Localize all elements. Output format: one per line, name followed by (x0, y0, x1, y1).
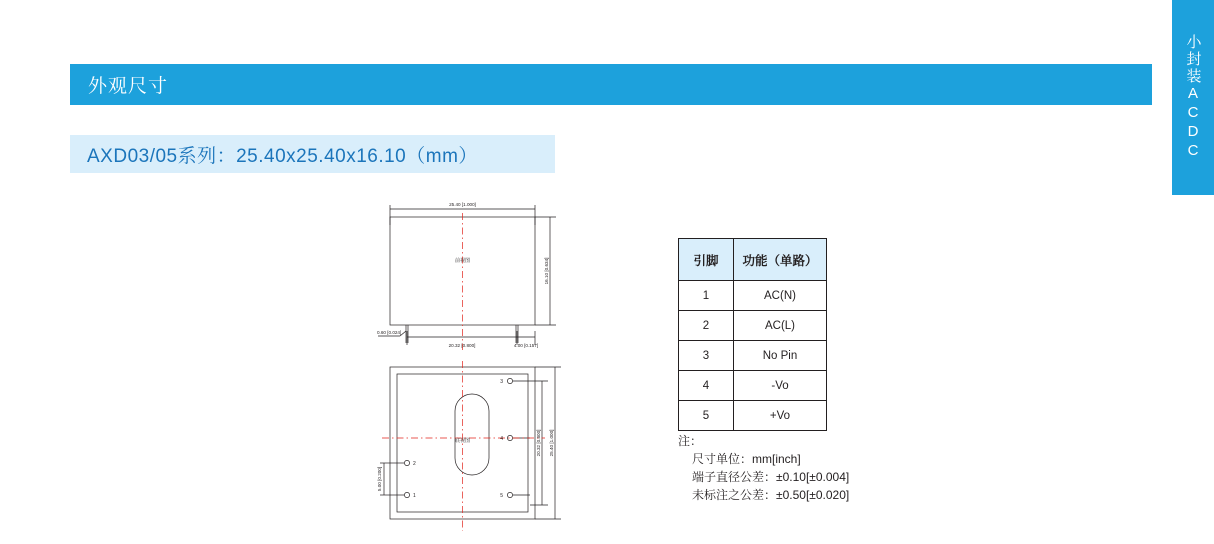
table-row (679, 401, 827, 431)
svg-text:25.40 [1.000]: 25.40 [1.000] (449, 202, 476, 207)
side-tab (1172, 0, 1214, 195)
svg-text:前视图: 前视图 (454, 258, 471, 264)
table-row (679, 311, 827, 341)
svg-text:2: 2 (413, 461, 416, 467)
svg-text:25.40 [1.000]: 25.40 [1.000] (549, 429, 554, 457)
table-row (679, 281, 827, 311)
table-row (679, 371, 827, 401)
svg-text:3: 3 (500, 379, 503, 385)
header-pin: 引脚 (679, 239, 734, 281)
svg-text:20.32 [0.800]: 20.32 [0.800] (536, 429, 541, 457)
cell-pin: 2 (679, 311, 734, 341)
section-header (70, 64, 1152, 105)
svg-text:20.32 [0.800]: 20.32 [0.800] (448, 343, 476, 348)
sub-section-title: AXD03/05系列：25.40x25.40x16.10（mm） (87, 145, 478, 167)
table-header-row (679, 239, 827, 281)
notes-line-3: 未标注之公差：±0.50[±0.020] (692, 488, 850, 502)
svg-text:4: 4 (500, 436, 503, 442)
notes-line-2: 端子直径公差：±0.10[±0.004] (692, 470, 850, 484)
cell-pin: 4 (679, 371, 734, 401)
cell-function: +Vo (734, 401, 827, 431)
notes-line-1: 尺寸单位：mm[inch] (692, 452, 801, 466)
cell-function: No Pin (734, 341, 827, 371)
svg-text:5: 5 (500, 493, 503, 499)
cell-pin: 3 (679, 341, 734, 371)
pin-function-table (678, 238, 827, 431)
svg-text:1: 1 (413, 493, 416, 499)
svg-text:5.00 [0.200]: 5.00 [0.200] (377, 466, 382, 492)
cell-pin: 5 (679, 401, 734, 431)
mechanical-drawing (370, 195, 580, 535)
cell-function: -Vo (734, 371, 827, 401)
notes-title: 注： (678, 434, 703, 448)
svg-text:0.60 [0.024]: 0.60 [0.024] (377, 330, 402, 335)
svg-text:4.00 [0.157]: 4.00 [0.157] (513, 343, 539, 348)
cell-function: AC(N) (734, 281, 827, 311)
svg-text:底视图: 底视图 (454, 438, 471, 444)
side-tab-label: 小封装ACDC (1184, 34, 1202, 161)
cell-function: AC(L) (734, 311, 827, 341)
header-function: 功能（单路） (734, 239, 827, 281)
section-title: 外观尺寸 (88, 76, 169, 97)
table-row (679, 341, 827, 371)
sub-section-header (70, 135, 555, 173)
svg-text:16.10 [0.634]: 16.10 [0.634] (544, 257, 549, 285)
notes-block (678, 432, 849, 504)
cell-pin: 1 (679, 281, 734, 311)
